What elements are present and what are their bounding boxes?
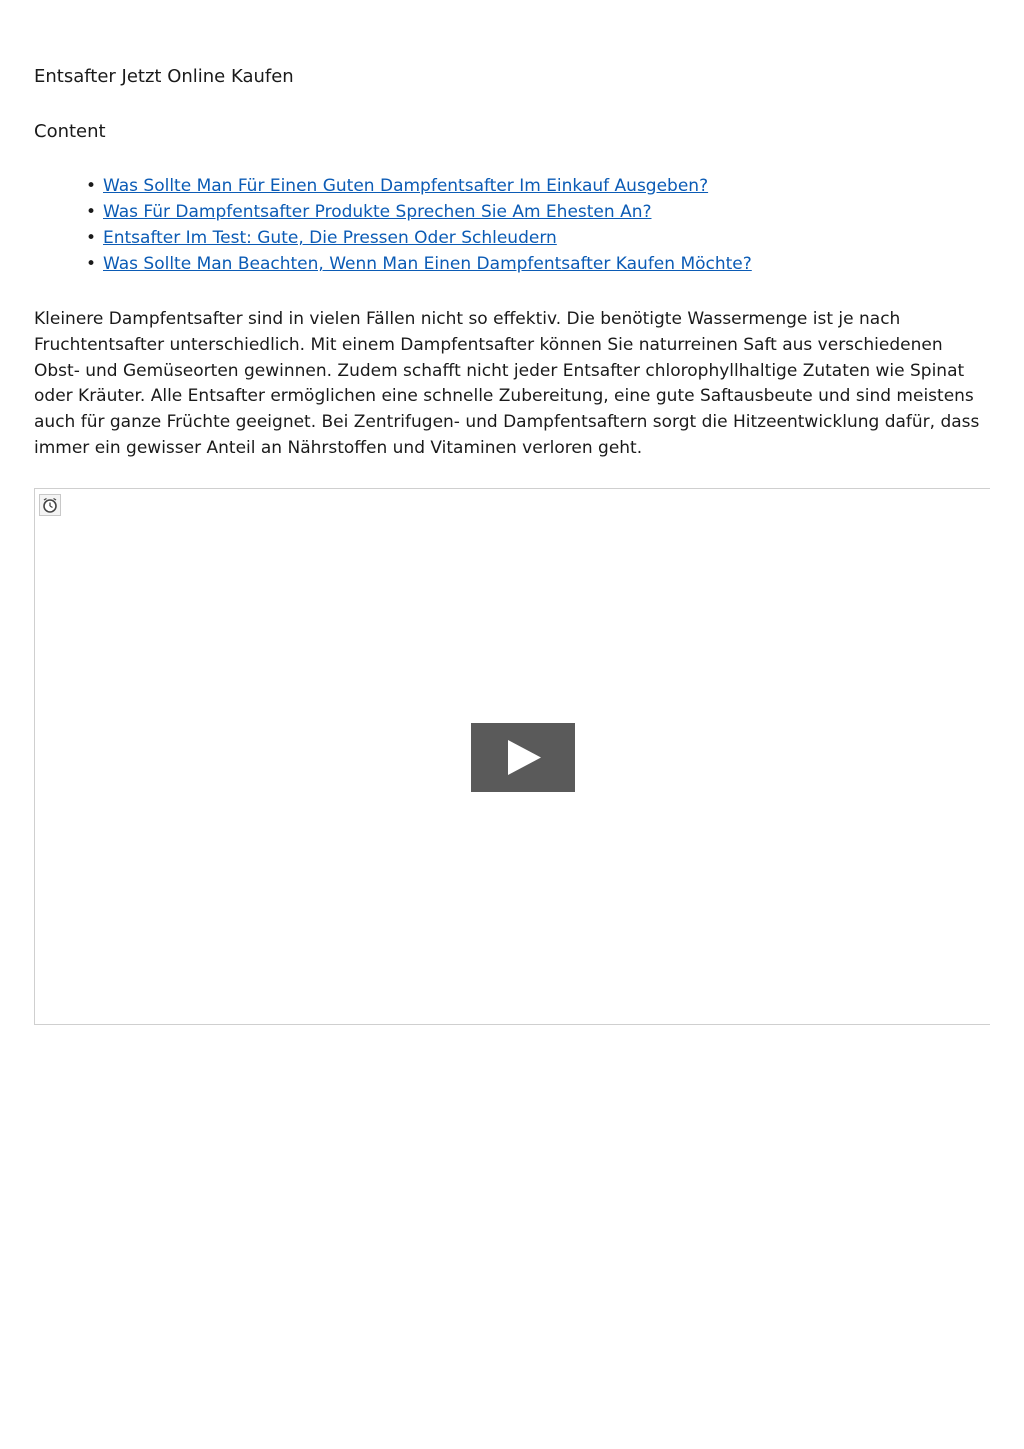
toc-link-dampfentsafter-produkte[interactable]: Was Für Dampfentsafter Produkte Sprechen Sie Am Ehesten An? <box>103 202 652 222</box>
table-of-contents <box>86 175 752 279</box>
bullet: • <box>86 228 97 248</box>
clock-icon <box>39 494 61 516</box>
toc-link-guten-dampfentsafter[interactable]: Was Sollte Man Für Einen Guten Dampfentsafter Im Einkauf Ausgeben? <box>103 176 709 196</box>
toc-item-1 <box>86 175 752 201</box>
toc-link-dampfentsafter-kaufen[interactable]: Was Sollte Man Beachten, Wenn Man Einen Dampfentsafter Kaufen Möchte? <box>103 254 752 274</box>
page-title: Entsafter Jetzt Online Kaufen <box>34 66 294 87</box>
play-button[interactable] <box>471 723 575 792</box>
body-paragraph: Kleinere Dampfentsafter sind in vielen Fällen nicht so effektiv. Die benötigte Wassermenge ist je nach Fruchtentsafter unterschiedlich. Mit einem Dampfentsafter können Sie naturreinen Saft aus verschiedenen Obst- und Gemüseorten gewinnen. Zudem schafft nicht jeder Entsafter chlorophyllhaltige Zutaten wie Spinat oder Kräuter. Alle Entsafter ermöglichen eine schnelle Zubereitung, eine gute Saftausbeute und sind meistens auch für ganze Früchte geeignet. Bei Zentrifugen- und Dampfentsaftern sorgt die Hitzeentwicklung dafür, dass immer ein gewisser Anteil an Nährstoffen und Vitaminen verloren geht. <box>34 309 980 458</box>
toc-item-2 <box>86 201 752 227</box>
toc-heading: Content <box>34 121 106 142</box>
bullet: • <box>86 254 97 274</box>
toc-item-4 <box>86 253 752 279</box>
bullet: • <box>86 202 97 222</box>
bullet: • <box>86 176 97 196</box>
video-embed[interactable] <box>34 488 990 1025</box>
toc-link-entsafter-im-test[interactable]: Entsafter Im Test: Gute, Die Pressen Oder Schleudern <box>103 228 557 248</box>
toc-item-3 <box>86 227 752 253</box>
play-icon <box>471 723 575 792</box>
